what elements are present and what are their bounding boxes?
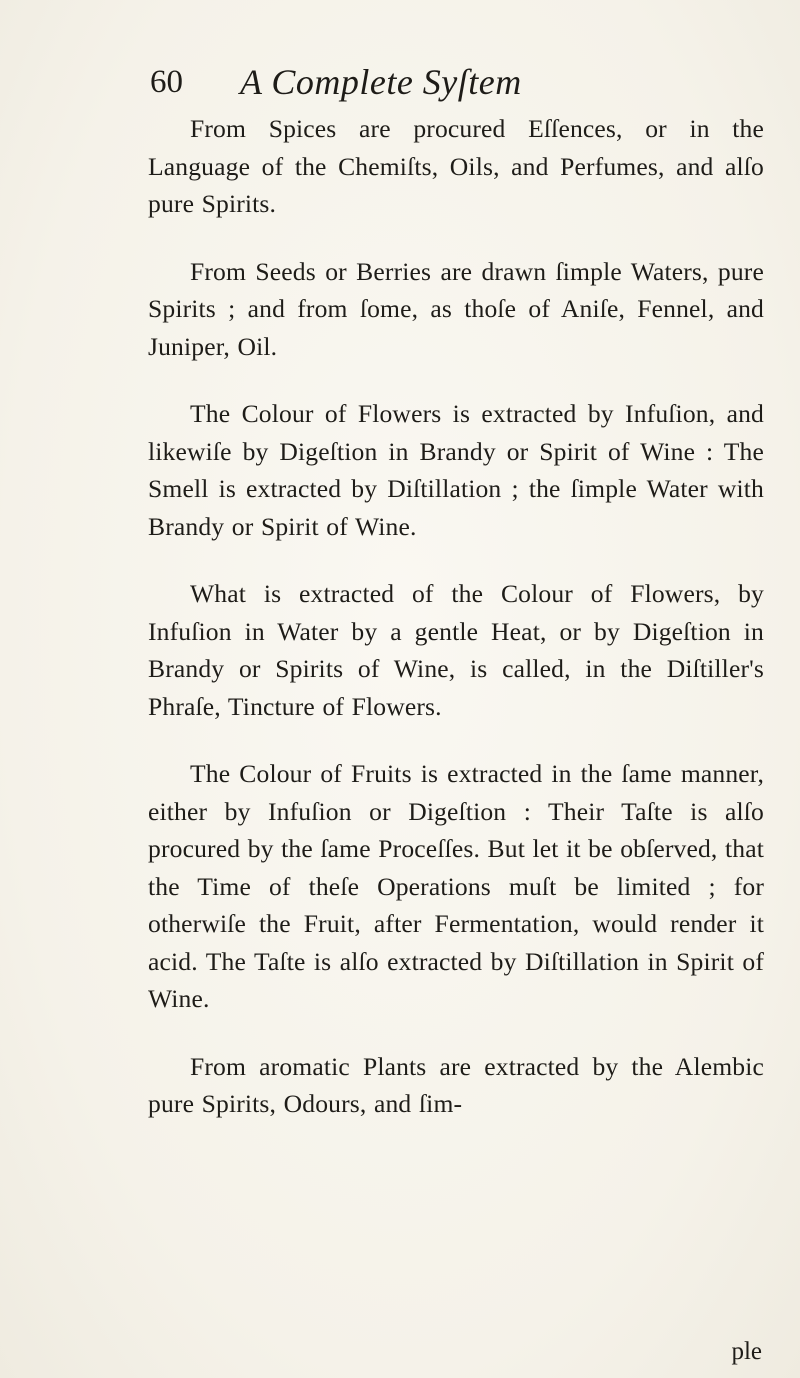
page-header — [150, 62, 740, 112]
body-text — [148, 110, 764, 1153]
paragraph-seeds: From Seeds or Berries are drawn ſimple Waters, pure Spirits ; and from ſome, as thoſe of Aniſe, Fennel, and Juniper, Oil. — [148, 256, 764, 361]
catchword: ple — [731, 1338, 762, 1365]
page-number: 60 — [150, 64, 183, 100]
paragraph-flower-colour: The Colour of Flowers is extracted by Infuſion, and likewiſe by Digeſtion in Brandy or Spirit of Wine : The Smell is extracted by Diſtillation ; the ſimple Water with Brandy or Spirit of Wine. — [148, 399, 764, 541]
running-title: A Complete Syſtem — [240, 62, 522, 102]
paragraph-aromatic-plants: From aromatic Plants are extracted by the Alembic pure Spirits, Odours, and ſim- — [148, 1051, 764, 1118]
paragraph-fruits: The Colour of Fruits is extracted in the ſame manner, either by Infuſion or Digeſtion : Their Taſte is alſo procured by the ſame Proceſſes. But let it be obſerved, that the Time of theſe Operations muſt be limited ; for otherwiſe the Fruit, after Fermentation, would render it acid. The Taſte is alſo extracted by Diſtillation in Spirit of Wine. — [148, 759, 765, 1013]
paragraph-spices: From Spices are procured Eſſences, or in the Language of the Chemiſts, Oils, and Perfumes, and alſo pure Spirits. — [148, 114, 764, 218]
paragraph-tincture: What is extracted of the Colour of Flowers, by Infuſion in Water by a gentle Heat, or by Digeſtion in Brandy or Spirits of Wine, is called, in the Diſtiller's Phraſe, Tincture of Flowers. — [148, 579, 764, 721]
